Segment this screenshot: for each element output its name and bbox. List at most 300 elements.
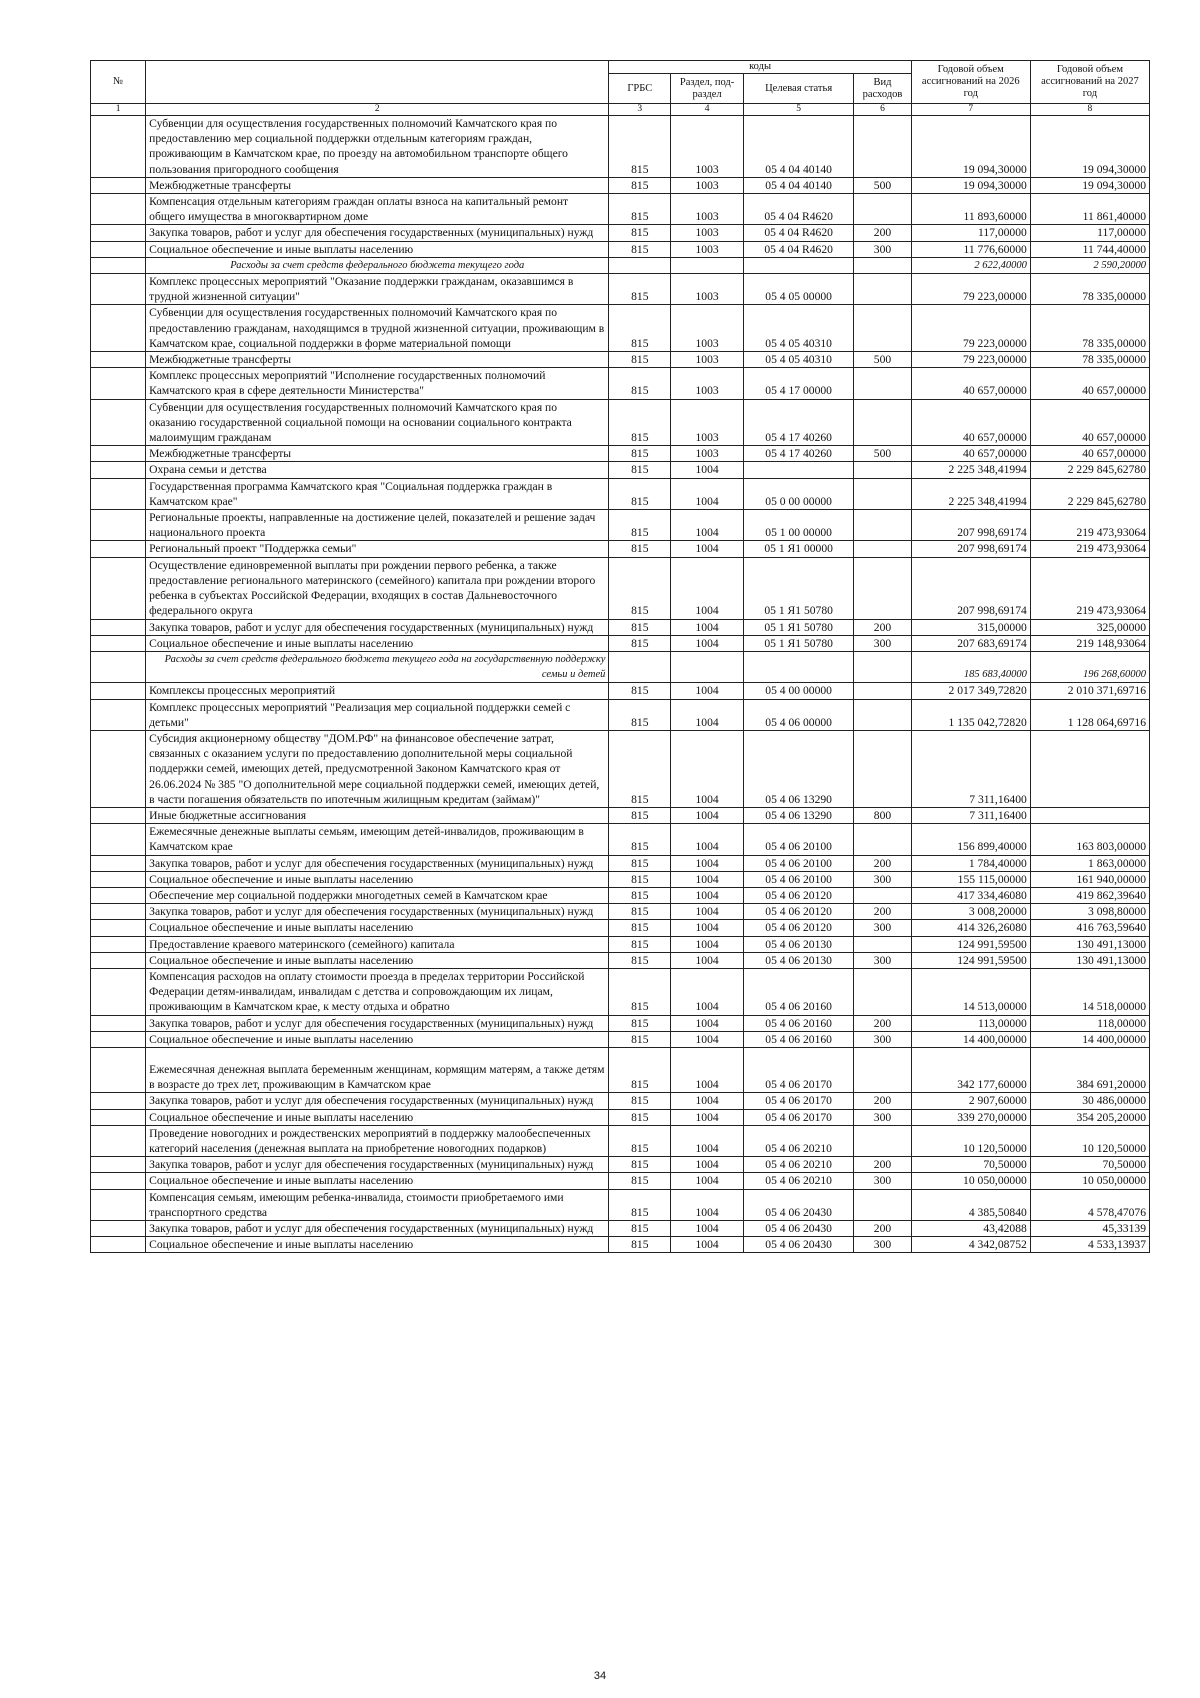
cell-vr: 200	[854, 619, 911, 635]
cell-grbs: 815	[609, 1015, 671, 1031]
cell-vr	[854, 274, 911, 305]
cell-rz: 1004	[671, 1047, 744, 1092]
cell-name: Межбюджетные трансферты	[146, 177, 609, 193]
table-row	[91, 241, 1150, 257]
header-grbs: ГРБС	[609, 74, 671, 104]
cell-grbs: 815	[609, 968, 671, 1015]
cell-name: Социальное обеспечение и иные выплаты населению	[146, 952, 609, 968]
cell-v2: 11 744,40000	[1030, 241, 1149, 257]
cell-cs: 05 4 04 40140	[743, 177, 853, 193]
cell-v1: 124 991,59500	[911, 952, 1030, 968]
cell-rz: 1004	[671, 1189, 744, 1220]
cell-vr	[854, 557, 911, 619]
cell-num	[91, 887, 146, 903]
cell-cs: 05 4 06 20100	[743, 824, 853, 855]
cell-rz	[671, 651, 744, 682]
cell-v1: 113,00000	[911, 1015, 1030, 1031]
cell-grbs: 815	[609, 305, 671, 352]
colnum: 8	[1030, 104, 1149, 116]
colnum: 5	[743, 104, 853, 116]
cell-cs: 05 4 04 R4620	[743, 241, 853, 257]
cell-vr: 300	[854, 1237, 911, 1253]
cell-rz: 1004	[671, 1157, 744, 1173]
cell-grbs: 815	[609, 936, 671, 952]
cell-grbs: 815	[609, 1221, 671, 1237]
cell-v2: 78 335,00000	[1030, 352, 1149, 368]
cell-v2: 19 094,30000	[1030, 177, 1149, 193]
cell-num	[91, 1047, 146, 1092]
cell-v1: 417 334,46080	[911, 887, 1030, 903]
header-num: №	[91, 61, 146, 104]
table-row	[91, 968, 1150, 1015]
cell-v2: 2 229 845,62780	[1030, 462, 1149, 478]
cell-v2: 161 940,00000	[1030, 871, 1149, 887]
table-row	[91, 635, 1150, 651]
table-row	[91, 368, 1150, 399]
table-row	[91, 936, 1150, 952]
cell-v2: 219 473,93064	[1030, 557, 1149, 619]
table-row	[91, 399, 1150, 446]
cell-name: Социальное обеспечение и иные выплаты населению	[146, 920, 609, 936]
table-row	[91, 1109, 1150, 1125]
cell-v2: 416 763,59640	[1030, 920, 1149, 936]
cell-vr	[854, 1189, 911, 1220]
cell-vr	[854, 116, 911, 178]
cell-rz: 1003	[671, 177, 744, 193]
cell-grbs: 815	[609, 241, 671, 257]
cell-rz: 1004	[671, 541, 744, 557]
cell-name: Компенсация отдельным категориям граждан оплаты взноса на капитальный ремонт общего имущества в многоквартирном доме	[146, 194, 609, 225]
cell-num	[91, 952, 146, 968]
cell-cs: 05 4 06 13290	[743, 807, 853, 823]
cell-name: Расходы за счет средств федерального бюджета текущего года на государственную поддержку семьи и детей	[146, 651, 609, 682]
cell-rz: 1004	[671, 557, 744, 619]
cell-cs: 05 4 06 20210	[743, 1157, 853, 1173]
cell-grbs: 815	[609, 871, 671, 887]
cell-v2: 10 050,00000	[1030, 1173, 1149, 1189]
cell-grbs: 815	[609, 478, 671, 509]
cell-rz	[671, 257, 744, 273]
cell-num	[91, 936, 146, 952]
table-row	[91, 274, 1150, 305]
cell-v2: 4 533,13937	[1030, 1237, 1149, 1253]
cell-cs: 05 4 06 20170	[743, 1093, 853, 1109]
cell-v1: 4 342,08752	[911, 1237, 1030, 1253]
cell-v2: 78 335,00000	[1030, 305, 1149, 352]
cell-rz: 1004	[671, 904, 744, 920]
cell-grbs: 815	[609, 1031, 671, 1047]
cell-vr	[854, 887, 911, 903]
cell-vr	[854, 368, 911, 399]
cell-rz: 1004	[671, 936, 744, 952]
cell-cs: 05 4 06 20100	[743, 871, 853, 887]
cell-cs: 05 4 06 20430	[743, 1189, 853, 1220]
cell-grbs: 815	[609, 855, 671, 871]
cell-vr: 200	[854, 225, 911, 241]
table-row	[91, 824, 1150, 855]
cell-cs: 05 1 Я1 50780	[743, 557, 853, 619]
cell-v1: 14 400,00000	[911, 1031, 1030, 1047]
cell-v1: 40 657,00000	[911, 399, 1030, 446]
cell-num	[91, 1125, 146, 1156]
cell-v2: 384 691,20000	[1030, 1047, 1149, 1092]
cell-num	[91, 116, 146, 178]
cell-name: Закупка товаров, работ и услуг для обеспечения государственных (муниципальных) нужд	[146, 1015, 609, 1031]
cell-vr: 200	[854, 1221, 911, 1237]
budget-table-sheet	[90, 60, 1150, 1253]
cell-v1: 2 907,60000	[911, 1093, 1030, 1109]
cell-v2: 40 657,00000	[1030, 446, 1149, 462]
cell-num	[91, 194, 146, 225]
cell-rz: 1004	[671, 1109, 744, 1125]
cell-grbs: 815	[609, 352, 671, 368]
cell-name: Компенсация расходов на оплату стоимости проезда в пределах территории Российской Федерации детям-инвалидам, инвалидам с детства и сопровождающим их лицам, проживающим в Камчатском крае, к месту отдыха и обратно	[146, 968, 609, 1015]
cell-name: Социальное обеспечение и иные выплаты населению	[146, 1109, 609, 1125]
cell-rz: 1004	[671, 478, 744, 509]
cell-rz: 1004	[671, 1093, 744, 1109]
table-row	[91, 1221, 1150, 1237]
cell-cs: 05 4 06 20160	[743, 1015, 853, 1031]
cell-grbs: 815	[609, 510, 671, 541]
cell-v1: 79 223,00000	[911, 305, 1030, 352]
cell-cs: 05 1 Я1 00000	[743, 541, 853, 557]
cell-name: Закупка товаров, работ и услуг для обеспечения государственных (муниципальных) нужд	[146, 619, 609, 635]
cell-name: Субвенции для осуществления государственных полномочий Камчатского края по предоставлению гражданам, находящимся в трудной жизненной ситуации, проживающим в Камчатском крае, социальной поддержки в форме материальной помощи	[146, 305, 609, 352]
cell-rz: 1003	[671, 241, 744, 257]
cell-v1: 10 120,50000	[911, 1125, 1030, 1156]
cell-rz: 1003	[671, 446, 744, 462]
cell-v1: 207 998,69174	[911, 557, 1030, 619]
cell-name: Закупка товаров, работ и услуг для обеспечения государственных (муниципальных) нужд	[146, 855, 609, 871]
cell-grbs: 815	[609, 952, 671, 968]
cell-num	[91, 855, 146, 871]
cell-v2: 163 803,00000	[1030, 824, 1149, 855]
table-row	[91, 1093, 1150, 1109]
cell-vr: 800	[854, 807, 911, 823]
table-row	[91, 730, 1150, 807]
table-row	[91, 478, 1150, 509]
cell-v1: 339 270,00000	[911, 1109, 1030, 1125]
cell-name: Закупка товаров, работ и услуг для обеспечения государственных (муниципальных) нужд	[146, 225, 609, 241]
cell-name: Социальное обеспечение и иные выплаты населению	[146, 1237, 609, 1253]
cell-rz: 1003	[671, 116, 744, 178]
cell-v1: 10 050,00000	[911, 1173, 1030, 1189]
cell-grbs: 815	[609, 1189, 671, 1220]
colnum: 1	[91, 104, 146, 116]
cell-num	[91, 651, 146, 682]
cell-vr	[854, 936, 911, 952]
header-target: Целевая статья	[743, 74, 853, 104]
cell-vr	[854, 399, 911, 446]
cell-num	[91, 305, 146, 352]
cell-grbs: 815	[609, 887, 671, 903]
cell-rz: 1004	[671, 824, 744, 855]
header-2027: Годовой объем ассигнований на 2027 год	[1030, 61, 1149, 104]
cell-rz: 1003	[671, 368, 744, 399]
cell-rz: 1004	[671, 920, 744, 936]
cell-num	[91, 1093, 146, 1109]
cell-rz: 1004	[671, 807, 744, 823]
cell-v1: 3 008,20000	[911, 904, 1030, 920]
cell-cs: 05 4 06 20130	[743, 952, 853, 968]
cell-num	[91, 635, 146, 651]
cell-rz: 1004	[671, 462, 744, 478]
cell-grbs: 815	[609, 1093, 671, 1109]
cell-name: Комплексы процессных мероприятий	[146, 683, 609, 699]
cell-num	[91, 1157, 146, 1173]
cell-vr	[854, 968, 911, 1015]
table-row	[91, 305, 1150, 352]
cell-grbs: 815	[609, 274, 671, 305]
cell-vr	[854, 1125, 911, 1156]
cell-grbs: 815	[609, 462, 671, 478]
cell-v1: 155 115,00000	[911, 871, 1030, 887]
table-body	[91, 116, 1150, 1253]
cell-cs: 05 4 06 20170	[743, 1047, 853, 1092]
table-row	[91, 541, 1150, 557]
cell-v2	[1030, 730, 1149, 807]
cell-rz: 1004	[671, 619, 744, 635]
cell-name: Ежемесячные денежные выплаты семьям, имеющим детей-инвалидов, проживающим в Камчатском крае	[146, 824, 609, 855]
table-row	[91, 116, 1150, 178]
cell-vr: 300	[854, 241, 911, 257]
table-row	[91, 1015, 1150, 1031]
cell-grbs: 815	[609, 1237, 671, 1253]
cell-rz: 1004	[671, 968, 744, 1015]
cell-v1: 207 998,69174	[911, 510, 1030, 541]
header-vid: Вид расходов	[854, 74, 911, 104]
cell-num	[91, 968, 146, 1015]
cell-v1: 117,00000	[911, 225, 1030, 241]
cell-grbs: 815	[609, 619, 671, 635]
cell-v2: 45,33139	[1030, 1221, 1149, 1237]
cell-cs: 05 4 06 20430	[743, 1237, 853, 1253]
cell-cs	[743, 651, 853, 682]
page-number: 34	[593, 1670, 607, 1682]
cell-name: Социальное обеспечение и иные выплаты населению	[146, 241, 609, 257]
cell-vr: 200	[854, 1157, 911, 1173]
cell-num	[91, 1031, 146, 1047]
cell-v2: 219 473,93064	[1030, 510, 1149, 541]
cell-v2: 219 473,93064	[1030, 541, 1149, 557]
cell-v2: 130 491,13000	[1030, 936, 1149, 952]
cell-v2: 40 657,00000	[1030, 399, 1149, 446]
cell-num	[91, 478, 146, 509]
cell-num	[91, 446, 146, 462]
cell-rz: 1004	[671, 1173, 744, 1189]
cell-name: Региональный проект "Поддержка семьи"	[146, 541, 609, 557]
cell-num	[91, 1237, 146, 1253]
cell-rz: 1003	[671, 194, 744, 225]
cell-v2: 2 590,20000	[1030, 257, 1149, 273]
cell-v1: 11 776,60000	[911, 241, 1030, 257]
cell-v2: 30 486,00000	[1030, 1093, 1149, 1109]
cell-cs: 05 4 05 40310	[743, 352, 853, 368]
cell-name: Иные бюджетные ассигнования	[146, 807, 609, 823]
cell-grbs: 815	[609, 699, 671, 730]
cell-v2: 14 400,00000	[1030, 1031, 1149, 1047]
cell-grbs: 815	[609, 635, 671, 651]
cell-cs: 05 4 05 00000	[743, 274, 853, 305]
cell-v2: 2 010 371,69716	[1030, 683, 1149, 699]
cell-vr: 300	[854, 1031, 911, 1047]
cell-grbs: 815	[609, 1125, 671, 1156]
cell-v1: 207 683,69174	[911, 635, 1030, 651]
cell-name: Осуществление единовременной выплаты при рождении первого ребенка, а также предоставление регионального материнского (семейного) капитала при рождении второго ребенка в субъектах Российской Федерации, входящих в состав Дальневосточного федерального округа	[146, 557, 609, 619]
cell-num	[91, 399, 146, 446]
table-row	[91, 1157, 1150, 1173]
cell-cs: 05 1 Я1 50780	[743, 619, 853, 635]
cell-name: Субвенции для осуществления государственных полномочий Камчатского края по предоставлению мер социальной поддержки отдельным категориям граждан, проживающим в Камчатском крае, по проезду на автомобильном транспорте общего пользования пригородного сообщения	[146, 116, 609, 178]
cell-grbs: 815	[609, 730, 671, 807]
cell-name: Социальное обеспечение и иные выплаты населению	[146, 635, 609, 651]
cell-num	[91, 257, 146, 273]
cell-grbs: 815	[609, 824, 671, 855]
cell-name: Закупка товаров, работ и услуг для обеспечения государственных (муниципальных) нужд	[146, 1221, 609, 1237]
cell-num	[91, 619, 146, 635]
table-row	[91, 683, 1150, 699]
cell-rz: 1004	[671, 1031, 744, 1047]
cell-v1: 40 657,00000	[911, 446, 1030, 462]
cell-cs: 05 4 06 20160	[743, 968, 853, 1015]
colnum: 2	[146, 104, 609, 116]
cell-vr: 300	[854, 871, 911, 887]
cell-cs: 05 4 06 20100	[743, 855, 853, 871]
cell-name: Расходы за счет средств федерального бюджета текущего года	[146, 257, 609, 273]
cell-num	[91, 920, 146, 936]
table-row	[91, 510, 1150, 541]
cell-num	[91, 541, 146, 557]
cell-grbs	[609, 651, 671, 682]
cell-vr	[854, 730, 911, 807]
cell-vr	[854, 257, 911, 273]
table-row	[91, 462, 1150, 478]
cell-grbs: 815	[609, 1173, 671, 1189]
table-row	[91, 352, 1150, 368]
cell-name: Закупка товаров, работ и услуг для обеспечения государственных (муниципальных) нужд	[146, 904, 609, 920]
cell-vr: 300	[854, 1109, 911, 1125]
cell-rz: 1004	[671, 1221, 744, 1237]
cell-vr: 500	[854, 352, 911, 368]
cell-num	[91, 1015, 146, 1031]
cell-name: Социальное обеспечение и иные выплаты населению	[146, 871, 609, 887]
cell-v1: 14 513,00000	[911, 968, 1030, 1015]
cell-cs: 05 4 17 40260	[743, 446, 853, 462]
cell-v1: 79 223,00000	[911, 274, 1030, 305]
colnum: 7	[911, 104, 1030, 116]
cell-num	[91, 177, 146, 193]
cell-vr	[854, 683, 911, 699]
cell-cs: 05 4 06 20120	[743, 920, 853, 936]
table-row	[91, 1189, 1150, 1220]
colnum: 3	[609, 104, 671, 116]
cell-v1: 1 784,40000	[911, 855, 1030, 871]
cell-num	[91, 462, 146, 478]
cell-vr	[854, 462, 911, 478]
cell-v1: 7 311,16400	[911, 730, 1030, 807]
cell-v2: 3 098,80000	[1030, 904, 1149, 920]
column-numbers-row	[91, 104, 1150, 116]
cell-rz: 1004	[671, 871, 744, 887]
cell-cs: 05 4 06 13290	[743, 730, 853, 807]
cell-cs: 05 4 06 20120	[743, 887, 853, 903]
cell-grbs: 815	[609, 177, 671, 193]
table-row	[91, 557, 1150, 619]
table-row	[91, 871, 1150, 887]
cell-name: Субсидия акционерному обществу "ДОМ.РФ" на финансовое обеспечение затрат, связанных с оказанием услуги по предоставлению дополнительной меры социальной поддержки семей, имеющих детей, предусмотренной Законом Камчатского края от 26.06.2024 № 385 "О дополнительной мере социальной поддержки семей, имеющих детей, в части погашения обязательств по ипотечным жилищным кредитам (займам)"	[146, 730, 609, 807]
cell-v1: 185 683,40000	[911, 651, 1030, 682]
cell-v2: 325,00000	[1030, 619, 1149, 635]
cell-v2: 78 335,00000	[1030, 274, 1149, 305]
cell-rz: 1004	[671, 952, 744, 968]
cell-name: Компенсация семьям, имеющим ребенка-инвалида, стоимости приобретаемого ими транспортного средства	[146, 1189, 609, 1220]
table-row	[91, 855, 1150, 871]
cell-v1: 124 991,59500	[911, 936, 1030, 952]
cell-grbs: 815	[609, 920, 671, 936]
cell-v2: 70,50000	[1030, 1157, 1149, 1173]
cell-vr	[854, 651, 911, 682]
cell-rz: 1003	[671, 274, 744, 305]
cell-v2: 40 657,00000	[1030, 368, 1149, 399]
cell-v1: 11 893,60000	[911, 194, 1030, 225]
cell-num	[91, 274, 146, 305]
cell-rz: 1004	[671, 1015, 744, 1031]
cell-vr: 200	[854, 855, 911, 871]
cell-cs: 05 4 06 20130	[743, 936, 853, 952]
cell-v1: 43,42088	[911, 1221, 1030, 1237]
cell-num	[91, 1189, 146, 1220]
cell-num	[91, 1109, 146, 1125]
cell-name: Закупка товаров, работ и услуг для обеспечения государственных (муниципальных) нужд	[146, 1157, 609, 1173]
cell-vr	[854, 699, 911, 730]
cell-num	[91, 225, 146, 241]
cell-cs: 05 4 17 40260	[743, 399, 853, 446]
cell-v1: 1 135 042,72820	[911, 699, 1030, 730]
cell-vr: 200	[854, 1015, 911, 1031]
table-row	[91, 194, 1150, 225]
cell-v1: 19 094,30000	[911, 116, 1030, 178]
cell-cs: 05 1 00 00000	[743, 510, 853, 541]
cell-num	[91, 368, 146, 399]
cell-name: Межбюджетные трансферты	[146, 352, 609, 368]
cell-num	[91, 807, 146, 823]
cell-num	[91, 1221, 146, 1237]
cell-name: Межбюджетные трансферты	[146, 446, 609, 462]
cell-v1: 2 622,40000	[911, 257, 1030, 273]
table-row	[91, 177, 1150, 193]
cell-v2: 117,00000	[1030, 225, 1149, 241]
cell-name: Государственная программа Камчатского края "Социальная поддержка граждан в Камчатском крае"	[146, 478, 609, 509]
table-row	[91, 952, 1150, 968]
table-row	[91, 887, 1150, 903]
cell-grbs: 815	[609, 194, 671, 225]
cell-cs: 05 4 04 40140	[743, 116, 853, 178]
cell-num	[91, 241, 146, 257]
cell-vr: 300	[854, 952, 911, 968]
cell-grbs: 815	[609, 904, 671, 920]
cell-name: Комплекс процессных мероприятий "Оказание поддержки гражданам, оказавшимся в трудной жизненной ситуации"	[146, 274, 609, 305]
cell-name: Социальное обеспечение и иные выплаты населению	[146, 1031, 609, 1047]
cell-v1: 19 094,30000	[911, 177, 1030, 193]
cell-vr: 500	[854, 446, 911, 462]
table-row	[91, 920, 1150, 936]
cell-grbs: 815	[609, 399, 671, 446]
table-row	[91, 1125, 1150, 1156]
cell-name: Закупка товаров, работ и услуг для обеспечения государственных (муниципальных) нужд	[146, 1093, 609, 1109]
cell-cs: 05 0 00 00000	[743, 478, 853, 509]
header-codes: коды	[609, 61, 911, 74]
cell-cs: 05 4 06 20430	[743, 1221, 853, 1237]
